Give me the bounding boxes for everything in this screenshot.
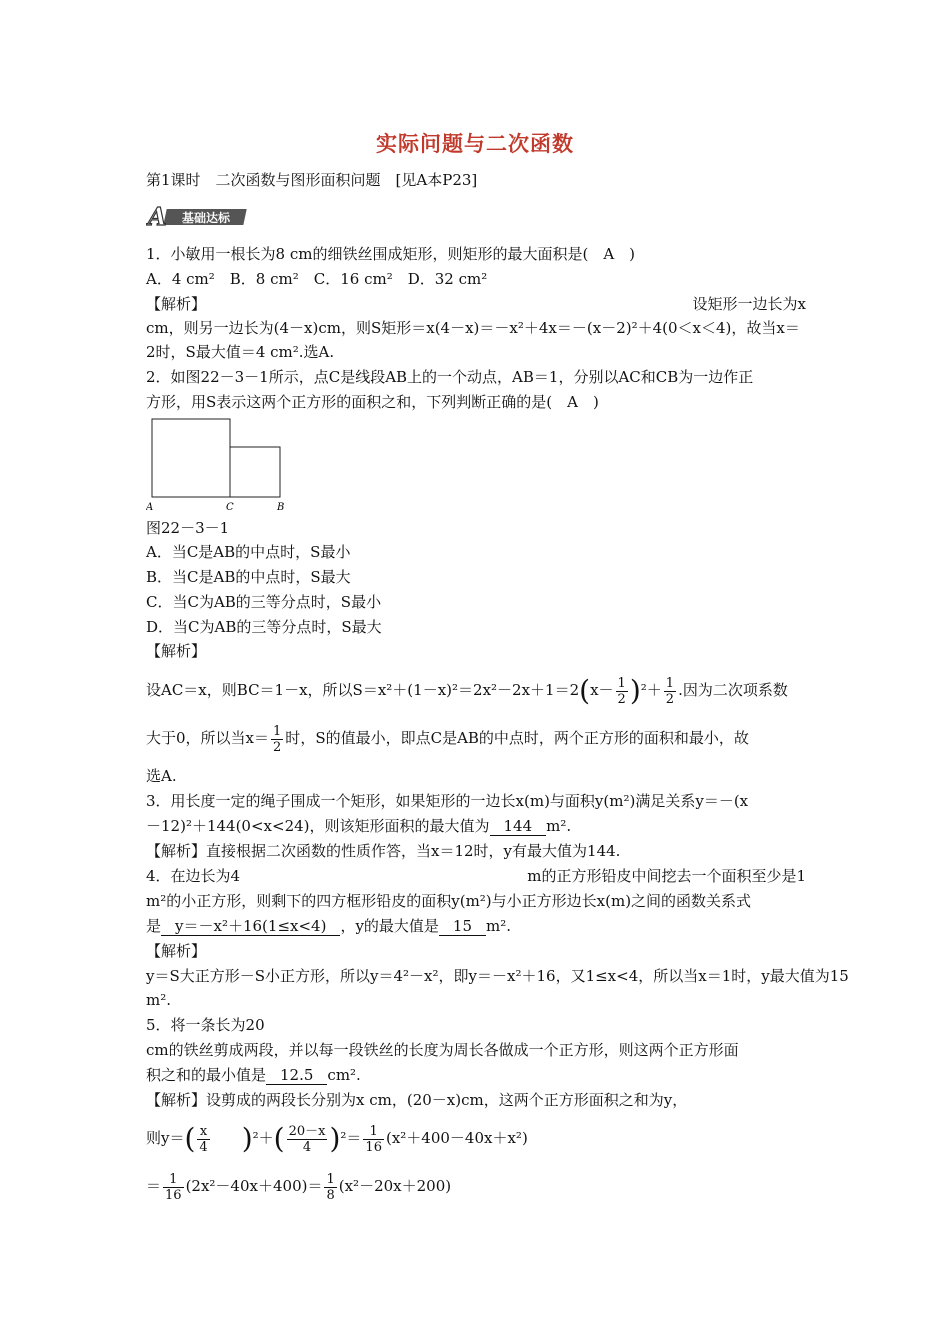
- point-a-label: A: [146, 502, 154, 513]
- fraction-1-over-16: $\frac{1}{16}$: [165, 1171, 182, 1203]
- fraction-x-over-4: $\frac{x}{4}$: [199, 1123, 208, 1155]
- q4-stem-c: 是 y＝－x²＋16(1≤x<4) ，y的最大值是 15 m².: [146, 917, 512, 935]
- q1-analysis-c: 2时，S最大值＝4 cm².选A.: [146, 343, 335, 361]
- q4-stem-a2: m的正方形铅皮中间挖去一个面积至少是1: [527, 867, 806, 885]
- fraction-1-over-16: $\frac{1}{16}$: [365, 1123, 382, 1155]
- fraction-half: $\frac{1}{2}$: [273, 723, 282, 755]
- q2-option-a: A．当C是AB的中点时，S最小: [146, 543, 351, 561]
- q2-analysis-line1: 设AC＝x，则BC＝1－x，所以S＝x²＋(1－x)²＝2x²－2x＋1＝2(x－ $\frac{1}{2}$ )²＋ $\frac{1}{2}$ .因为二次项系数: [146, 674, 788, 707]
- q3-stem-a: 3．用长度一定的绳子围成一个矩形，如果矩形的一边长x(m)与面积y(m²)满足关系y＝－(x: [146, 792, 749, 810]
- q1-analysis-a: 设矩形一边长为x: [692, 295, 806, 313]
- q4-analysis-line1: y＝S大正方形－S小正方形，所以y＝4²－x²，即y＝－x²＋16，又1≤x<4，所以当x＝1时，y最大值为15: [146, 967, 849, 985]
- q4-analysis-label: 【解析】: [146, 942, 207, 960]
- q1-stem: 1．小敏用一根长为8 cm的细铁丝围成矩形，则矩形的最大面积是( A ): [146, 245, 636, 263]
- q2-stem-b: 方形，用S表示这两个正方形的面积之和，下列判断正确的是( A ): [146, 393, 599, 411]
- q5-analysis: 【解析】设剪成的两段长分别为x cm，(20－x)cm，这两个正方形面积之和为y，: [146, 1091, 688, 1109]
- q4-analysis-line2: m².: [146, 991, 172, 1009]
- q5-stem-c: 积之和的最小值是 12.5 cm².: [146, 1066, 361, 1084]
- q2-option-c: C．当C为AB的三等分点时，S最小: [146, 593, 382, 611]
- badge-text: 基础达标: [182, 211, 231, 225]
- figure-caption: 图22－3－1: [146, 519, 230, 537]
- point-b-label: B: [277, 502, 285, 513]
- q2-analysis-line2: 大于0，所以当x＝ $\frac{1}{2}$ 时，S的值最小，即点C是AB的中点时，两个正方形的面积和最小，故: [146, 723, 749, 755]
- q2-option-d: D．当C为AB的三等分点时，S最大: [146, 618, 382, 636]
- q2-analysis-label: 【解析】: [146, 642, 207, 660]
- fraction-20-x-over-4: $\frac{20-x}{4}$: [288, 1123, 326, 1155]
- point-c-label: C: [226, 502, 234, 513]
- page-title: 实际问题与二次函数: [376, 131, 574, 156]
- q5-equation-1: 则y＝( $\frac{x}{4}$ )²＋( $\frac{20-x}{4}$ )²＝ $\frac{1}{16}$ (x²＋400－40x＋x²): [146, 1122, 528, 1155]
- q1-analysis-label: 【解析】: [146, 295, 207, 313]
- q4-answer-function: y＝－x²＋16(1≤x<4): [161, 918, 340, 936]
- q1-analysis-b: cm，则另一边长为(4－x)cm，则S矩形＝x(4－x)＝－x²＋4x＝－(x－2)²＋4(0＜x＜4)，故当x＝: [146, 319, 800, 337]
- section-badge: [146, 203, 250, 229]
- fraction-half: $\frac{1}{2}$: [617, 675, 626, 707]
- lesson-subtitle: 第1课时 二次函数与图形面积问题 [见A本P23]: [146, 171, 478, 189]
- squares-figure: [146, 416, 296, 516]
- q5-answer: 12.5: [266, 1067, 327, 1085]
- q3-answer: 144: [490, 818, 547, 836]
- q2-analysis-line3: 选A.: [146, 767, 177, 785]
- fraction-half: $\frac{1}{2}$: [665, 675, 675, 707]
- q5-equation-2: ＝ $\frac{1}{16}$ (2x²－40x＋400)＝ $\frac{1}{8}$ (x²－20x＋200): [146, 1171, 452, 1203]
- q4-stem-a1: 4．在边长为4: [146, 867, 241, 885]
- q5-stem-b: cm的铁丝剪成两段，并以每一段铁丝的长度为周长各做成一个正方形，则这两个正方形面: [146, 1041, 739, 1059]
- q4-stem-b: m²的小正方形，则剩下的四方框形铅皮的面积y(m²)与小正方形边长x(m)之间的函数关系式: [146, 892, 752, 910]
- q1-options: A．4 cm² B．8 cm² C．16 cm² D．32 cm²: [146, 270, 488, 288]
- q3-stem-b: －12)²＋144(0<x<24)，则该矩形面积的最大值为 144 m².: [146, 817, 572, 835]
- badge-letter: A: [148, 203, 167, 229]
- q2-option-b: B．当C是AB的中点时，S最大: [146, 568, 351, 586]
- q4-answer-max: 15: [439, 918, 486, 936]
- q3-analysis: 【解析】直接根据二次函数的性质作答，当x＝12时，y有最大值为144.: [146, 842, 621, 860]
- fraction-1-over-8: $\frac{1}{8}$: [326, 1171, 335, 1203]
- q5-stem-a: 5．将一条长为20: [146, 1016, 265, 1034]
- q2-stem-a: 2．如图22－3－1所示，点C是线段AB上的一个动点，AB＝1，分别以AC和CB为一边作正: [146, 368, 754, 386]
